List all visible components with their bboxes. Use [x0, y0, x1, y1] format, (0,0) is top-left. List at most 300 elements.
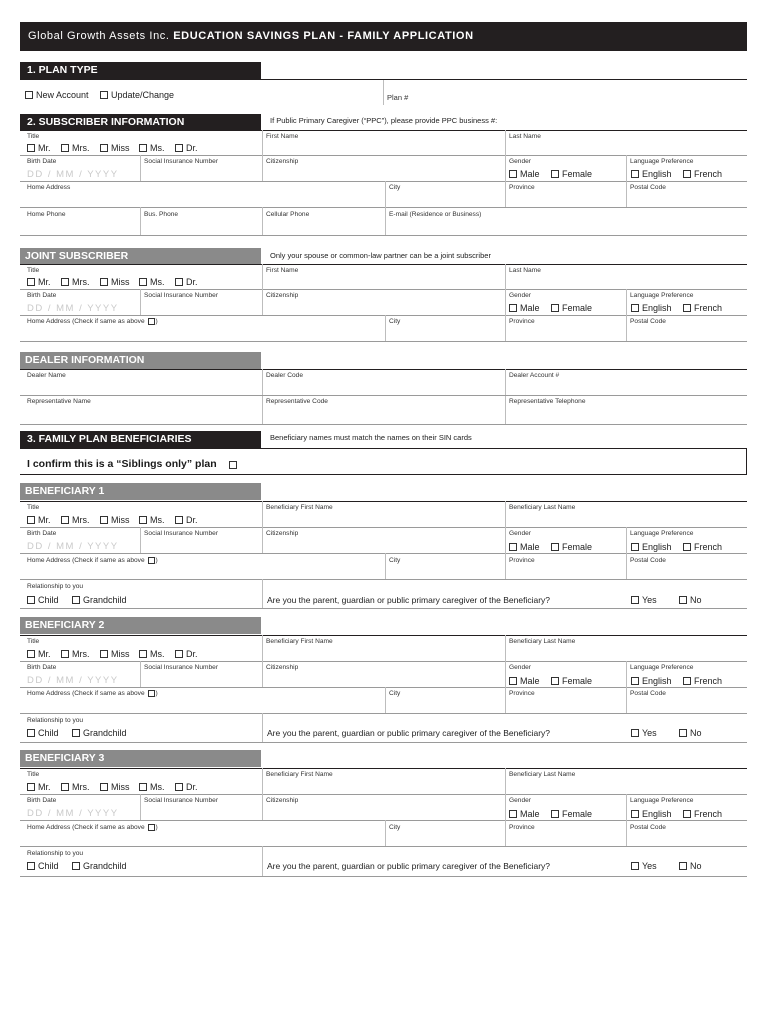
title-dr[interactable]: Dr.: [175, 515, 198, 525]
relationship-child[interactable]: Child: [27, 728, 59, 738]
title-label: Title: [27, 267, 40, 274]
ppc-note: If Public Primary Caregiver (“PPC”), please provide PPC business #:: [270, 116, 498, 125]
beneficiary-last-name-label: Beneficiary Last Name: [509, 638, 576, 645]
title-label: Title: [27, 771, 40, 778]
divider: [505, 369, 506, 424]
home-address-same-label: Home Address (Check if same as above ): [27, 557, 158, 564]
checkbox[interactable]: [683, 677, 691, 685]
divider: [385, 687, 386, 713]
divider: [20, 742, 747, 743]
new-account-option[interactable]: New Account: [25, 90, 89, 100]
checkbox[interactable]: [509, 304, 517, 312]
beneficiary-first-name-label: Beneficiary First Name: [266, 638, 333, 645]
divider: [262, 207, 263, 235]
checkbox[interactable]: [27, 516, 35, 524]
checkbox[interactable]: [100, 144, 108, 152]
checkbox[interactable]: [27, 650, 35, 658]
divider: [20, 768, 747, 769]
parent-question: Are you the parent, guardian or public primary caregiver of the Beneficiary?: [267, 595, 551, 605]
checkbox[interactable]: [175, 278, 183, 286]
language-label: Language Preference: [630, 292, 694, 299]
checkbox[interactable]: [27, 144, 35, 152]
checkbox[interactable]: [509, 810, 517, 818]
beneficiaries-note: Beneficiary names must match the names on their SIN cards: [270, 433, 472, 442]
lang-english[interactable]: English: [631, 809, 672, 819]
gender-female[interactable]: Female: [551, 542, 592, 552]
birth-date-field[interactable]: DD / MM / YYYY: [27, 303, 119, 314]
gender-male[interactable]: Male: [509, 303, 540, 313]
checkbox[interactable]: [61, 144, 69, 152]
divider: [262, 713, 263, 742]
gender-male[interactable]: Male: [509, 676, 540, 686]
postal-code-label: Postal Code: [630, 690, 666, 697]
parent-no[interactable]: No: [679, 595, 702, 605]
title-dr[interactable]: Dr.: [175, 277, 198, 287]
lang-french[interactable]: French: [683, 542, 722, 552]
title-dr[interactable]: Dr.: [175, 143, 198, 153]
checkbox[interactable]: [631, 170, 639, 178]
dealer-name-label: Dealer Name: [27, 372, 66, 379]
title-ms[interactable]: Ms.: [139, 649, 165, 659]
checkbox[interactable]: [25, 91, 33, 99]
checkbox[interactable]: [27, 729, 35, 737]
checkbox[interactable]: [139, 278, 147, 286]
title-miss[interactable]: Miss: [100, 649, 130, 659]
sin-label: Social Insurance Number: [144, 664, 219, 671]
checkbox[interactable]: [551, 304, 559, 312]
checkbox[interactable]: [679, 596, 687, 604]
rep-name-label: Representative Name: [27, 398, 91, 405]
sin-label: Social Insurance Number: [144, 158, 219, 165]
title-miss[interactable]: Miss: [100, 143, 130, 153]
divider: [505, 181, 506, 207]
lang-french[interactable]: French: [683, 676, 722, 686]
divider: [140, 527, 141, 553]
checkbox[interactable]: [551, 543, 559, 551]
title-ms[interactable]: Ms.: [139, 277, 165, 287]
checkbox[interactable]: [631, 862, 639, 870]
checkbox[interactable]: [683, 304, 691, 312]
section-subscriber-heading: 2. SUBSCRIBER INFORMATION: [20, 114, 261, 131]
rep-code-label: Representative Code: [266, 398, 328, 405]
beneficiary-first-name-label: Beneficiary First Name: [266, 771, 333, 778]
citizenship-label: Citizenship: [266, 664, 299, 671]
province-label: Province: [509, 824, 535, 831]
checkbox[interactable]: [139, 144, 147, 152]
lang-french[interactable]: French: [683, 169, 722, 179]
divider: [20, 264, 747, 265]
checkbox[interactable]: [509, 170, 517, 178]
divider: [385, 820, 386, 846]
divider: [505, 635, 506, 661]
checkbox[interactable]: [631, 596, 639, 604]
lang-english[interactable]: English: [631, 542, 672, 552]
same-as-above-checkbox[interactable]: [148, 824, 155, 831]
parent-question: Are you the parent, guardian or public primary caregiver of the Beneficiary?: [267, 728, 551, 738]
divider: [20, 289, 747, 290]
title-ms[interactable]: Ms.: [139, 143, 165, 153]
lang-english[interactable]: English: [631, 169, 672, 179]
postal-code-label: Postal Code: [630, 318, 666, 325]
divider: [626, 289, 627, 315]
divider: [20, 474, 747, 475]
divider: [20, 820, 747, 821]
lang-english[interactable]: English: [631, 676, 672, 686]
divider: [20, 846, 747, 847]
checkbox[interactable]: [61, 783, 69, 791]
checkbox[interactable]: [27, 596, 35, 604]
divider: [20, 579, 747, 580]
divider: [140, 207, 141, 235]
bus-phone-label: Bus. Phone: [144, 211, 179, 218]
first-name-label: First Name: [266, 133, 299, 140]
postal-code-label: Postal Code: [630, 824, 666, 831]
relationship-grandchild[interactable]: Grandchild: [72, 861, 127, 871]
checkbox[interactable]: [175, 144, 183, 152]
birth-date-field[interactable]: DD / MM / YYYY: [27, 541, 119, 552]
birth-date-label: Birth Date: [27, 664, 57, 671]
title-mrs[interactable]: Mrs.: [61, 515, 90, 525]
plan-number-label: Plan #: [387, 93, 409, 102]
gender-label: Gender: [509, 664, 531, 671]
title-mrs[interactable]: Mrs.: [61, 277, 90, 287]
parent-yes[interactable]: Yes: [631, 728, 657, 738]
divider: [385, 315, 386, 341]
province-label: Province: [509, 318, 535, 325]
divider: [20, 315, 747, 316]
divider: [626, 687, 627, 713]
title-ms[interactable]: Ms.: [139, 515, 165, 525]
last-name-label: Last Name: [509, 133, 541, 140]
city-label: City: [389, 557, 401, 564]
divider: [20, 155, 747, 156]
divider: [505, 527, 506, 553]
checkbox[interactable]: [27, 278, 35, 286]
dealer-account-label: Dealer Account #: [509, 372, 560, 379]
title-dr[interactable]: Dr.: [175, 649, 198, 659]
divider: [262, 768, 263, 794]
checkbox[interactable]: [72, 596, 80, 604]
divider: [626, 527, 627, 553]
divider: [20, 635, 747, 636]
checkbox[interactable]: [72, 729, 80, 737]
lang-french[interactable]: French: [683, 809, 722, 819]
birth-date-field[interactable]: DD / MM / YYYY: [27, 169, 119, 180]
title-ms[interactable]: Ms.: [139, 782, 165, 792]
divider: [262, 794, 263, 820]
gender-male[interactable]: Male: [509, 169, 540, 179]
divider: [20, 181, 747, 182]
rep-phone-label: Representative Telephone: [509, 398, 586, 405]
divider: [505, 820, 506, 846]
divider: [140, 155, 141, 181]
beneficiary-2-heading: BENEFICIARY 2: [20, 617, 261, 634]
sin-label: Social Insurance Number: [144, 530, 219, 537]
title-mrs[interactable]: Mrs.: [61, 143, 90, 153]
language-label: Language Preference: [630, 664, 694, 671]
province-label: Province: [509, 690, 535, 697]
divider: [20, 608, 747, 609]
section-joint-heading: JOINT SUBSCRIBER: [20, 248, 261, 265]
gender-male[interactable]: Male: [509, 542, 540, 552]
province-label: Province: [509, 184, 535, 191]
divider: [20, 553, 747, 554]
gender-label: Gender: [509, 158, 531, 165]
divider: [262, 264, 263, 289]
divider: [505, 553, 506, 579]
divider: [505, 155, 506, 181]
city-label: City: [389, 824, 401, 831]
divider: [20, 794, 747, 795]
divider: [20, 687, 747, 688]
divider: [20, 661, 747, 662]
divider: [505, 687, 506, 713]
language-label: Language Preference: [630, 797, 694, 804]
home-address-same-label: Home Address (Check if same as above ): [27, 690, 158, 697]
gender-female[interactable]: Female: [551, 809, 592, 819]
divider: [20, 207, 747, 208]
divider: [385, 553, 386, 579]
title-label: Title: [27, 133, 40, 140]
divider: [262, 155, 263, 181]
parent-question: Are you the parent, guardian or public primary caregiver of the Beneficiary?: [267, 861, 551, 871]
checkbox[interactable]: [631, 543, 639, 551]
gender-male[interactable]: Male: [509, 809, 540, 819]
beneficiary-3-heading: BENEFICIARY 3: [20, 750, 261, 767]
divider: [20, 130, 747, 131]
birth-date-field[interactable]: DD / MM / YYYY: [27, 675, 119, 686]
title-miss[interactable]: Miss: [100, 782, 130, 792]
section-plan-type-heading: 1. PLAN TYPE: [20, 62, 261, 79]
divider: [20, 501, 747, 502]
checkbox[interactable]: [175, 650, 183, 658]
checkbox[interactable]: [72, 862, 80, 870]
divider: [20, 876, 747, 877]
beneficiary-1-heading: BENEFICIARY 1: [20, 483, 261, 500]
sin-label: Social Insurance Number: [144, 292, 219, 299]
checkbox[interactable]: [683, 170, 691, 178]
divider: [626, 661, 627, 687]
divider: [505, 501, 506, 527]
citizenship-label: Citizenship: [266, 292, 299, 299]
checkbox[interactable]: [509, 677, 517, 685]
form-title: EDUCATION SAVINGS PLAN - FAMILY APPLICATION: [173, 30, 474, 42]
birth-date-label: Birth Date: [27, 158, 57, 165]
home-address-same-label: Home Address (Check if same as above ): [27, 318, 158, 325]
relationship-label: Relationship to you: [27, 850, 84, 857]
divider: [140, 661, 141, 687]
checkbox[interactable]: [679, 862, 687, 870]
divider: [505, 289, 506, 315]
relationship-label: Relationship to you: [27, 583, 84, 590]
divider: [140, 289, 141, 315]
section-beneficiaries-heading: 3. FAMILY PLAN BENEFICIARIES: [20, 431, 261, 448]
checkbox[interactable]: [509, 543, 517, 551]
divider: [20, 527, 747, 528]
gender-female[interactable]: Female: [551, 303, 592, 313]
divider: [262, 501, 263, 527]
home-phone-label: Home Phone: [27, 211, 66, 218]
divider: [505, 768, 506, 794]
checkbox[interactable]: [551, 810, 559, 818]
divider: [20, 448, 747, 449]
divider: [262, 369, 263, 424]
title-miss[interactable]: Miss: [100, 515, 130, 525]
title-mr[interactable]: Mr.: [27, 782, 51, 792]
birth-date-label: Birth Date: [27, 292, 57, 299]
birth-date-field[interactable]: DD / MM / YYYY: [27, 808, 119, 819]
checkbox[interactable]: [683, 543, 691, 551]
siblings-confirm-label: I confirm this is a “Siblings only” plan: [27, 458, 217, 470]
checkbox[interactable]: [631, 810, 639, 818]
divider: [626, 820, 627, 846]
title-miss[interactable]: Miss: [100, 277, 130, 287]
divider: [385, 207, 386, 235]
divider: [626, 315, 627, 341]
title-mr[interactable]: Mr.: [27, 649, 51, 659]
citizenship-label: Citizenship: [266, 158, 299, 165]
citizenship-label: Citizenship: [266, 530, 299, 537]
checkbox[interactable]: [631, 677, 639, 685]
divider: [20, 341, 747, 342]
divider: [505, 315, 506, 341]
checkbox[interactable]: [100, 516, 108, 524]
divider: [262, 130, 263, 155]
title-label: Title: [27, 504, 40, 511]
divider: [505, 264, 506, 289]
divider: [383, 80, 384, 105]
divider: [20, 369, 747, 370]
checkbox[interactable]: [679, 729, 687, 737]
divider: [262, 635, 263, 661]
checkbox[interactable]: [139, 650, 147, 658]
divider: [746, 448, 747, 474]
postal-code-label: Postal Code: [630, 557, 666, 564]
company-name: Global Growth Assets Inc.: [28, 30, 170, 42]
title-mrs[interactable]: Mrs.: [61, 782, 90, 792]
checkbox[interactable]: [683, 810, 691, 818]
divider: [505, 794, 506, 820]
divider: [262, 289, 263, 315]
beneficiary-first-name-label: Beneficiary First Name: [266, 504, 333, 511]
same-as-above-checkbox[interactable]: [148, 557, 155, 564]
checkbox[interactable]: [175, 783, 183, 791]
province-label: Province: [509, 557, 535, 564]
checkbox[interactable]: [27, 862, 35, 870]
title-label: Title: [27, 638, 40, 645]
parent-yes[interactable]: Yes: [631, 861, 657, 871]
lang-french[interactable]: French: [683, 303, 722, 313]
checkbox[interactable]: [100, 91, 108, 99]
city-label: City: [389, 184, 401, 191]
relationship-grandchild[interactable]: Grandchild: [72, 728, 127, 738]
same-as-above-checkbox[interactable]: [148, 690, 155, 697]
birth-date-label: Birth Date: [27, 797, 57, 804]
relationship-child[interactable]: Child: [27, 861, 59, 871]
update-change-option[interactable]: Update/Change: [100, 90, 174, 100]
divider: [626, 553, 627, 579]
parent-no[interactable]: No: [679, 728, 702, 738]
gender-female[interactable]: Female: [551, 676, 592, 686]
parent-no[interactable]: No: [679, 861, 702, 871]
divider: [626, 181, 627, 207]
checkbox[interactable]: [139, 516, 147, 524]
checkbox[interactable]: [100, 278, 108, 286]
beneficiary-last-name-label: Beneficiary Last Name: [509, 504, 576, 511]
checkbox[interactable]: [139, 783, 147, 791]
divider: [385, 181, 386, 207]
divider: [262, 661, 263, 687]
checkbox[interactable]: [100, 650, 108, 658]
checkbox[interactable]: [551, 170, 559, 178]
checkbox[interactable]: [61, 278, 69, 286]
sin-label: Social Insurance Number: [144, 797, 219, 804]
divider: [626, 155, 627, 181]
cell-phone-label: Cellular Phone: [266, 211, 310, 218]
divider: [20, 395, 747, 396]
checkbox[interactable]: [631, 304, 639, 312]
beneficiary-last-name-label: Beneficiary Last Name: [509, 771, 576, 778]
gender-female[interactable]: Female: [551, 169, 592, 179]
divider: [626, 794, 627, 820]
lang-english[interactable]: English: [631, 303, 672, 313]
city-label: City: [389, 318, 401, 325]
relationship-grandchild[interactable]: Grandchild: [72, 595, 127, 605]
divider: [505, 661, 506, 687]
last-name-label: Last Name: [509, 267, 541, 274]
relationship-child[interactable]: Child: [27, 595, 59, 605]
checkbox[interactable]: [27, 783, 35, 791]
divider: [262, 579, 263, 608]
title-mrs[interactable]: Mrs.: [61, 649, 90, 659]
gender-label: Gender: [509, 292, 531, 299]
title-mr[interactable]: Mr.: [27, 515, 51, 525]
divider: [140, 794, 141, 820]
title-mr[interactable]: Mr.: [27, 143, 51, 153]
language-label: Language Preference: [630, 530, 694, 537]
first-name-label: First Name: [266, 267, 299, 274]
same-as-above-checkbox[interactable]: [148, 318, 155, 325]
postal-code-label: Postal Code: [630, 184, 666, 191]
checkbox[interactable]: [100, 783, 108, 791]
title-dr[interactable]: Dr.: [175, 782, 198, 792]
home-address-label: Home Address: [27, 184, 71, 191]
siblings-confirm-checkbox[interactable]: [229, 461, 237, 469]
divider: [505, 130, 506, 155]
checkbox[interactable]: [61, 516, 69, 524]
joint-note: Only your spouse or common-law partner can be a joint subscriber: [270, 251, 491, 260]
parent-yes[interactable]: Yes: [631, 595, 657, 605]
citizenship-label: Citizenship: [266, 797, 299, 804]
city-label: City: [389, 690, 401, 697]
divider: [262, 846, 263, 876]
birth-date-label: Birth Date: [27, 530, 57, 537]
checkbox[interactable]: [551, 677, 559, 685]
checkbox[interactable]: [61, 650, 69, 658]
divider: [262, 527, 263, 553]
home-address-same-label: Home Address (Check if same as above ): [27, 824, 158, 831]
divider: [20, 713, 747, 714]
section-dealer-heading: DEALER INFORMATION: [20, 352, 261, 369]
form-title-bar: [20, 22, 747, 51]
language-label: Language Preference: [630, 158, 694, 165]
gender-label: Gender: [509, 797, 531, 804]
email-label: E-mail (Residence or Business): [389, 211, 482, 218]
checkbox[interactable]: [631, 729, 639, 737]
title-mr[interactable]: Mr.: [27, 277, 51, 287]
checkbox[interactable]: [175, 516, 183, 524]
gender-label: Gender: [509, 530, 531, 537]
